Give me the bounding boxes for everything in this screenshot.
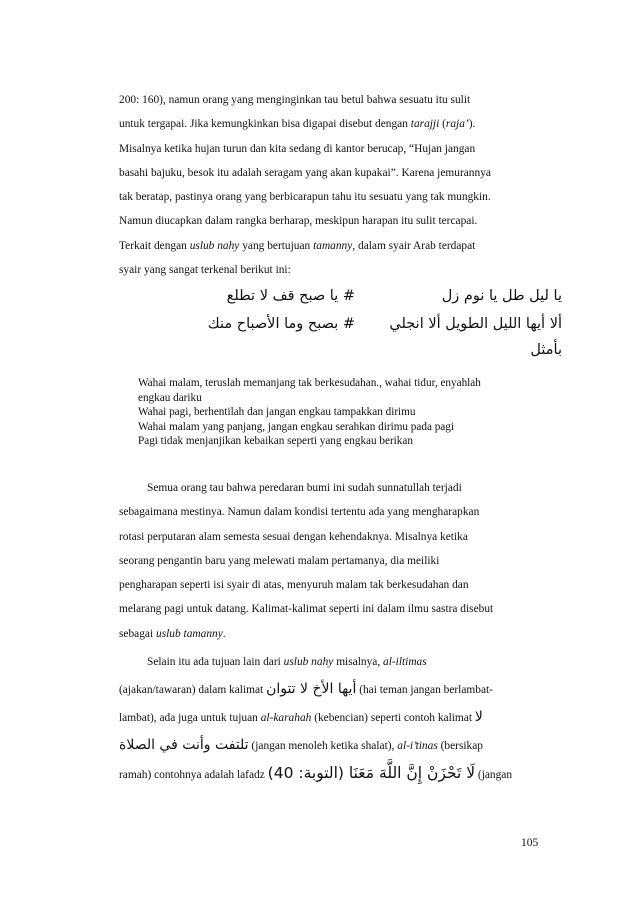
text-line: syair yang sangat terkenal berikut ini: xyxy=(119,264,291,277)
text-line: untuk tergapai. Jika kemungkinkan bisa digapai disebut dengan tarajji (raja’). xyxy=(119,118,476,131)
translation-line: Pagi tidak menjanjikan kebaikan seperti yang engkau berikan xyxy=(138,435,413,448)
text-line: Misalnya ketika hujan turun dan kita sedang di kantor berucap, “Hujan jangan xyxy=(119,142,476,155)
poem-verse-2-right: ألا أيها الليل الطويل ألا انجلي xyxy=(389,316,562,332)
text-line: lambat), ada juga untuk tujuan al-karahah (kebencian) seperti contoh kalimat لا xyxy=(119,709,483,725)
page-number: 105 xyxy=(521,837,539,849)
translation-line: engkau dariku xyxy=(138,391,202,404)
text-line: seorang pengantin baru yang melewati malam pertamanya, dia meiliki xyxy=(119,554,440,567)
text-line: 200: 160), namun orang yang menginginkan tau betul bahwa sesuatu itu sulit xyxy=(119,94,471,106)
text-line: sebagaimana mestinya. Namun dalam kondisi tertentu ada yang mengharapkan xyxy=(119,506,480,519)
poem-verse-2-left: # بصبح وما الأصباح منك xyxy=(207,316,355,332)
poem-verse-3-right: بأمثل xyxy=(530,342,562,358)
paragraph-1 xyxy=(119,88,545,282)
text-line: tak beratap, pastinya orang yang berbicarapun tahu itu sesuatu yang tak mungkin. xyxy=(119,191,491,204)
paragraph-3 xyxy=(119,649,545,789)
translation-line: Wahai malam yang panjang, jangan engkau serahkan dirimu pada pagi xyxy=(138,420,454,433)
text-line: (ajakan/tawaran) dalam kalimat أيها الأخ لا تتوان (hai teman jangan berlambat- xyxy=(119,681,493,697)
translation-line: Wahai malam, teruslah memanjang tak berkesudahan., wahai tidur, enyahlah xyxy=(138,377,481,389)
text-line: Selain itu ada tujuan lain dari uslub nahy misalnya, al-iltimas xyxy=(147,656,427,668)
text-line: Semua orang tau bahwa peredaran bumi ini sudah sunnatullah terjadi xyxy=(147,482,462,494)
text-line: ramah) contohnya adalah lafadz لَا تَحْزَنْ إِنَّ اللَّهَ مَعَنَا (التوبة: 40) (jangan xyxy=(119,764,513,782)
text-line: melarang pagi untuk datang. Kalimat-kalimat seperti ini dalam ilmu sastra disebut xyxy=(119,603,494,616)
text-line: Terkait dengan uslub nahy yang bertujuan tamanny, dalam syair Arab terdapat xyxy=(119,239,476,252)
poem-verse-1-right: يا ليل طل يا نوم زل xyxy=(441,288,562,304)
text-line: basahi bajuku, besok itu adalah seragam yang akan kupakai”. Karena jemurannya xyxy=(119,166,491,179)
poem-verse-1-left: # يا صبح قف لا تطلع xyxy=(226,288,355,304)
text-line: sebagai uslub tamanny. xyxy=(119,627,226,640)
text-line: Namun diucapkan dalam rangka berharap, meskipun harapan itu sulit tercapai. xyxy=(119,215,478,228)
poem-translation xyxy=(138,376,538,449)
translation-line: Wahai pagi, berhentilah dan jangan engkau tampakkan dirimu xyxy=(138,406,416,419)
paragraph-2 xyxy=(119,476,545,646)
text-line: rotasi perputaran alam semesta sesuai dengan kehendaknya. Misalnya ketika xyxy=(119,530,468,543)
text-line: pengharapan seperti isi syair di atas, menyuruh malam tak berkesudahan dan xyxy=(119,579,469,592)
text-line: تلتفت وأنت في الصلاة (jangan menoleh ketika shalat), al-i’tinas (bersikap xyxy=(119,737,483,753)
